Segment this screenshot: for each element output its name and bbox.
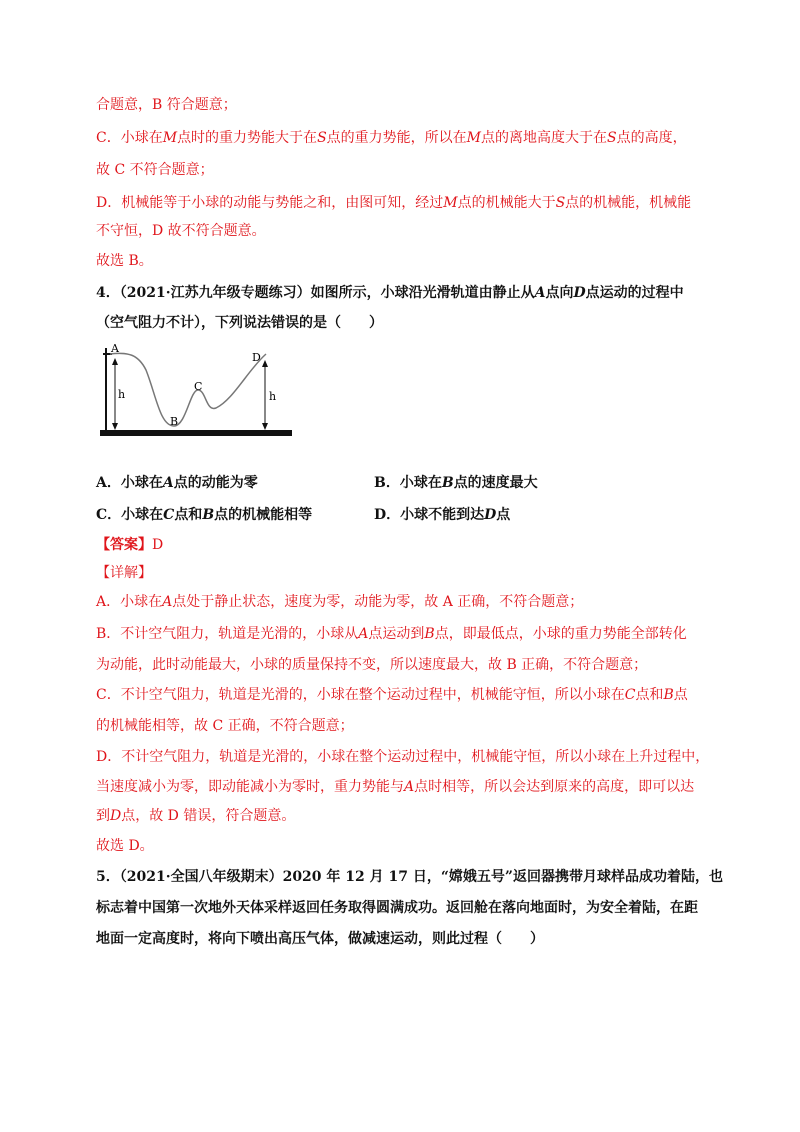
- q4-selection: 故选 D。: [96, 838, 154, 854]
- track-figure: [98, 340, 298, 444]
- q4-stem-line-1: 4．（2021·江苏九年级专题练习）如图所示，小球沿光滑轨道由静止从A点向D点运动的过程中: [96, 285, 684, 301]
- q5-stem-line-1: 5．（2021·全国八年级期末）2020 年 12 月 17 日，“嫦娥五号”返回器携带月球样品成功着陆，也: [96, 869, 723, 885]
- answer-tag: 【答案】: [96, 537, 152, 553]
- explain-d-line-2: 当速度减小为零，即动能减小为零时，重力势能与A点时相等，所以会达到原来的高度，即可以达: [96, 779, 695, 795]
- answer-line: [96, 535, 163, 555]
- prev-option-d-line-1: D．机械能等于小球的动能与势能之和，由图可知，经过M点的机械能大于S点的机械能，机械能: [96, 195, 692, 211]
- option-c: C．小球在C点和B点的机械能相等: [96, 507, 313, 523]
- label-d: D: [252, 351, 261, 364]
- explain-d-line-3: 到D点，故 D 错误，符合题意。: [96, 808, 296, 824]
- label-b: B: [170, 415, 179, 428]
- q5-stem-line-3: 地面一定高度时，将向下喷出高压气体，做减速运动，则此过程（ ）: [96, 931, 544, 947]
- option-b: B．小球在B点的速度最大: [374, 475, 538, 491]
- option-a: A．小球在A点的动能为零: [96, 475, 258, 491]
- prev-option-d-line-2: 不守恒，D 故不符合题意。: [96, 223, 266, 239]
- option-d: D．小球不能到达D点: [374, 507, 511, 523]
- label-h-right: h: [269, 390, 277, 403]
- prev-selection: 故选 B。: [96, 253, 153, 269]
- explain-c-line-1: C．不计空气阻力，轨道是光滑的，小球在整个运动过程中，机械能守恒，所以小球在C点和B点: [96, 687, 688, 703]
- explain-c-line-2: 的机械能相等，故 C 正确，不符合题意；: [96, 718, 354, 734]
- prev-option-c-line-2: 故 C 不符合题意；: [96, 162, 214, 178]
- arrow-head-down-left: [112, 423, 118, 430]
- label-c: C: [194, 380, 203, 393]
- arrow-head-up-right: [262, 360, 268, 367]
- arrow-head-up-left: [112, 358, 118, 365]
- detail-tag: 【详解】: [96, 565, 152, 581]
- explain-b-line-1: B．不计空气阻力，轨道是光滑的，小球从A点运动到B点，即最低点，小球的重力势能全部转化: [96, 626, 687, 642]
- track-curve: [110, 353, 266, 426]
- arrow-head-down-right: [262, 423, 268, 430]
- ground-bar: [100, 430, 292, 436]
- explain-a: A．小球在A点处于静止状态，速度为零，动能为零，故 A 正确，不符合题意；: [96, 594, 584, 610]
- answer-value: D: [152, 537, 164, 553]
- label-a: A: [111, 342, 119, 355]
- prev-line-1: 合题意，B 符合题意；: [96, 97, 237, 113]
- prev-option-c-line-1: C．小球在M点时的重力势能大于在S点的重力势能，所以在M点的离地高度大于在S点的高度，: [96, 130, 687, 146]
- explain-d-line-1: D．不计空气阻力，轨道是光滑的，小球在整个运动过程中，机械能守恒，所以小球在上升过程中，: [96, 749, 710, 765]
- label-h-left: h: [118, 388, 126, 401]
- q4-stem-line-2: （空气阻力不计），下列说法错误的是（ ）: [96, 315, 383, 331]
- q5-stem-line-2: 标志着中国第一次地外天体采样返回任务取得圆满成功。返回舱在落向地面时，为安全着陆，在距: [96, 900, 698, 916]
- explain-b-line-2: 为动能，此时动能最大，小球的质量保持不变，所以速度最大，故 B 正确，不符合题意；: [96, 657, 648, 673]
